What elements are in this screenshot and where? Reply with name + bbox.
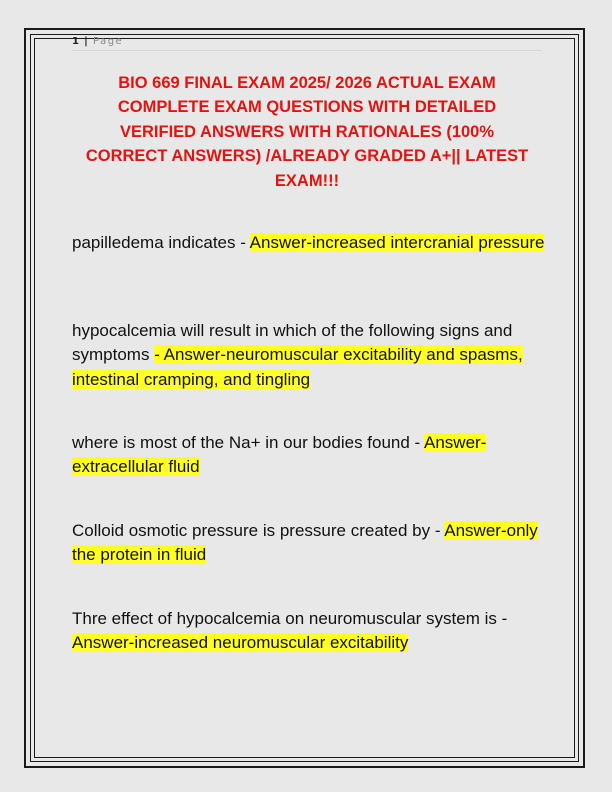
page-number: 1 — [72, 36, 79, 47]
answer-text: Answer-increased neuromuscular excitability — [72, 633, 409, 653]
answer-text: Answer-extracellular fluid — [72, 433, 487, 477]
qa-item — [72, 231, 547, 255]
page-header — [72, 36, 542, 51]
question-text: Colloid osmotic pressure is pressure created by - — [72, 521, 445, 540]
question-text: Thre effect of hypocalcemia on neuromuscular system is - — [72, 609, 508, 628]
question-text: where is most of the Na+ in our bodies found - — [72, 433, 425, 452]
qa-item — [72, 319, 547, 392]
question-text: papilledema indicates - — [72, 233, 250, 252]
answer-text: - Answer-neuromuscular excitability and spasms, intestinal cramping, and tingling — [72, 345, 523, 389]
answer-text: Answer-increased intercranial pressure — [249, 233, 545, 252]
qa-item — [72, 431, 547, 480]
qa-item — [72, 519, 547, 568]
answer-text: Answer-only the protein in fluid — [72, 521, 538, 565]
question-text: hypocalcemia will result in which of the following signs and symptoms — [72, 321, 513, 365]
page-label: Page — [93, 36, 124, 47]
qa-item — [72, 607, 547, 656]
document-title: BIO 669 FINAL EXAM 2025/ 2026 ACTUAL EXAM COMPLETE EXAM QUESTIONS WITH DETAILED VERIFIED ANSWERS WITH RATIONALES (100% CORRECT ANSWERS) /ALREADY GRADED A+|| LATEST EXAM!!! — [85, 74, 529, 190]
page-separator: | — [84, 36, 88, 47]
